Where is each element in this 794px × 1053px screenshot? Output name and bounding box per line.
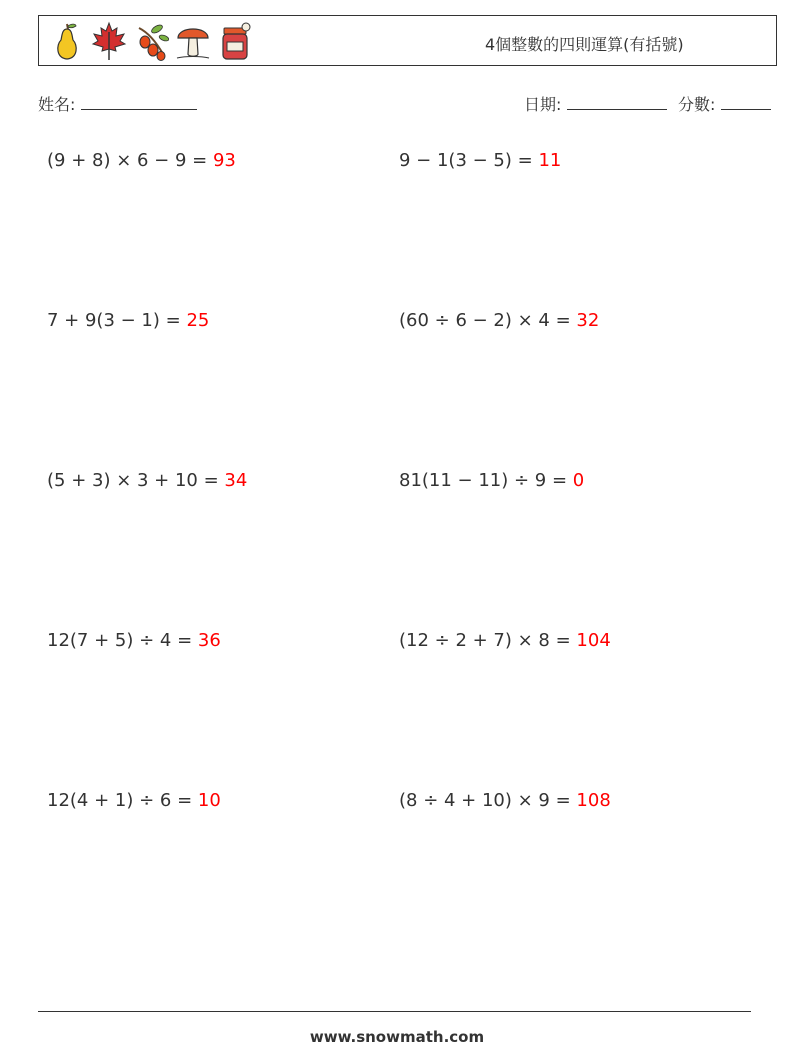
problem-2	[399, 150, 561, 171]
problem-4	[399, 310, 599, 331]
icon-row	[49, 20, 253, 62]
score-field	[678, 92, 771, 115]
maple-leaf-icon	[91, 20, 127, 62]
problem-9	[47, 790, 221, 811]
name-label: 姓名:	[38, 95, 76, 114]
answer: 25	[186, 310, 210, 331]
problem-6	[399, 470, 584, 491]
problem-1	[47, 150, 236, 171]
jam-jar-icon	[217, 20, 253, 62]
expression: (5 + 3) × 3 + 10 =	[47, 470, 225, 491]
problem-7	[47, 630, 221, 651]
answer: 93	[212, 150, 236, 171]
footer-website[interactable]: www.snowmath.com	[309, 1028, 485, 1046]
expression: 12(7 + 5) ÷ 4 =	[47, 630, 198, 651]
score-blank[interactable]	[721, 95, 771, 110]
answer: 11	[538, 150, 562, 171]
date-blank[interactable]	[567, 95, 667, 110]
footer-divider	[38, 1011, 751, 1012]
date-label: 日期:	[524, 95, 562, 114]
answer: 32	[576, 310, 600, 331]
pear-icon	[49, 20, 85, 62]
answer: 108	[576, 790, 611, 811]
expression: (60 ÷ 6 − 2) × 4 =	[399, 310, 577, 331]
rosehip-icon	[133, 20, 169, 62]
answer: 104	[576, 630, 611, 651]
mushroom-icon	[175, 20, 211, 62]
expression: 81(11 − 11) ÷ 9 =	[399, 470, 573, 491]
expression: 12(4 + 1) ÷ 6 =	[47, 790, 198, 811]
problem-8	[399, 630, 611, 651]
expression: (9 + 8) × 6 − 9 =	[47, 150, 213, 171]
header-box	[38, 15, 777, 66]
expression: (12 ÷ 2 + 7) × 8 =	[399, 630, 577, 651]
answer: 0	[572, 470, 585, 491]
name-blank[interactable]	[81, 95, 197, 110]
score-label: 分數:	[678, 95, 716, 114]
problem-3	[47, 310, 209, 331]
expression: 9 − 1(3 − 5) =	[399, 150, 539, 171]
answer: 10	[197, 790, 221, 811]
name-field	[38, 92, 197, 115]
answer: 34	[224, 470, 248, 491]
answer: 36	[197, 630, 221, 651]
expression: 7 + 9(3 − 1) =	[47, 310, 187, 331]
expression: (8 ÷ 4 + 10) × 9 =	[399, 790, 577, 811]
worksheet-title: 4個整數的四則運算(有括號)	[485, 35, 684, 54]
problem-10	[399, 790, 611, 811]
problem-5	[47, 470, 247, 491]
date-field	[524, 92, 667, 115]
